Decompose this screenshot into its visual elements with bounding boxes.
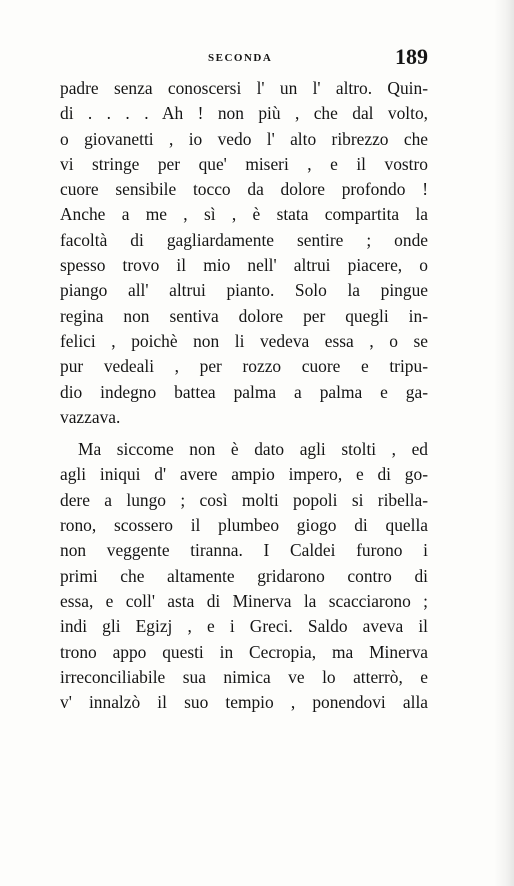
paragraph-gap — [60, 430, 428, 437]
text-line: felici , poichè non li vedeva essa , o se — [60, 330, 428, 351]
page-body-text — [60, 76, 428, 715]
text-line: padre senza conoscersi l' un l' altro. Quin- — [60, 78, 428, 98]
page-number: 189 — [395, 44, 428, 69]
text-line: cuore sensibile tocco da dolore profondo ! — [60, 179, 428, 200]
text-line: vi stringe per que' miseri , e il vostro — [60, 153, 428, 174]
text-line: di . . . . Ah ! non più , che dal volto, — [60, 103, 428, 124]
text-line: spesso trovo il mio nell' altrui piacere, o — [60, 255, 428, 276]
text-line: regina non sentiva dolore per quegli in- — [60, 305, 428, 326]
text-line: rono, scossero il plumbeo giogo di quella — [60, 515, 428, 536]
text-line: irreconciliabile sua nimica ve lo atterrò, e — [60, 666, 428, 687]
text-line: primi che altamente gridarono contro di — [60, 565, 428, 586]
text-line: vazzava. — [60, 406, 121, 427]
text-line: Anche a me , sì , è stata compartita la — [60, 204, 428, 225]
paragraph — [60, 437, 428, 715]
text-line: pur vedeali , per rozzo cuore e tripu- — [60, 356, 428, 377]
text-line: o giovanetti , io vedo l' alto ribrezzo che — [60, 128, 428, 149]
page-edge-shadow — [494, 0, 514, 886]
paragraph — [60, 76, 428, 430]
text-line: v' innalzò il suo tempio , ponendovi alla — [60, 692, 428, 713]
page-header — [58, 44, 428, 74]
text-line: piango all' altrui pianto. Solo la pingue — [60, 280, 428, 301]
running-head: SECONDA — [208, 52, 273, 64]
text-line: Ma siccome non è dato agli stolti , ed — [78, 439, 428, 460]
text-line: facoltà di gagliardamente sentire ; onde — [60, 229, 428, 250]
text-line: dio indegno battea palma a palma e ga- — [60, 381, 428, 402]
text-line: indi gli Egizj , e i Greci. Saldo aveva il — [60, 616, 428, 637]
text-line: trono appo questi in Cecropia, ma Minerva — [60, 641, 428, 662]
text-line: dere a lungo ; così molti popoli si ribella- — [60, 489, 428, 510]
text-line: essa, e coll' asta di Minerva la scacciarono ; — [60, 590, 428, 611]
text-line: non veggente tiranna. I Caldei furono i — [60, 540, 428, 561]
text-line: agli iniqui d' avere ampio impero, e di go- — [60, 464, 428, 485]
